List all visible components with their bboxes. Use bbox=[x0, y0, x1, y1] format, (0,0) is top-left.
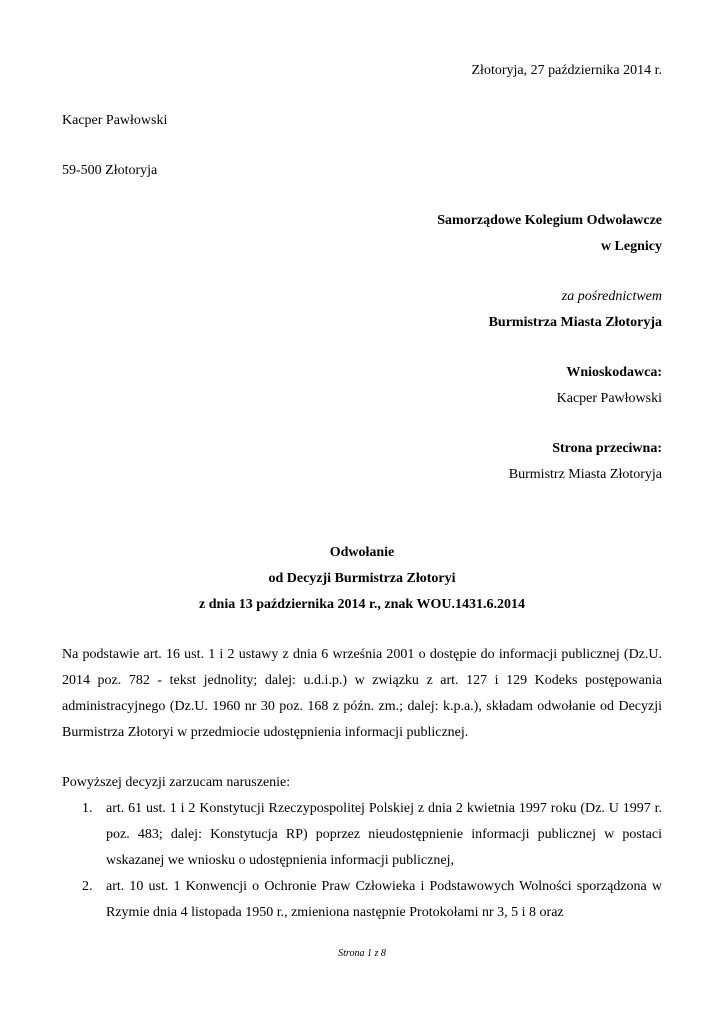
document-page bbox=[62, 58, 662, 926]
charges-lead: Powyższej decyzji zarzucam naruszenie: bbox=[62, 775, 291, 790]
opponent-block bbox=[62, 436, 662, 488]
list-item-text: art. 10 ust. 1 Konwencji o Ochronie Praw Człowieka i Podstawowych Wolności sporządzona w Rzymie dnia 4 listopada 1950 r., zmieniona następnie Protokołami nr 3, 5 i 8 oraz bbox=[106, 879, 662, 920]
title-line-2: od Decyzji Burmistrza Złotoryi bbox=[268, 571, 456, 586]
list-item-number: 2. bbox=[82, 879, 93, 894]
title-line-1: Odwołanie bbox=[329, 545, 395, 560]
document-title bbox=[62, 540, 662, 618]
via-label: za pośrednictwem bbox=[561, 289, 662, 304]
sender-name: Kacper Pawłowski bbox=[62, 113, 168, 128]
list-item-number: 1. bbox=[82, 801, 93, 816]
intro-paragraph: Na podstawie art. 16 ust. 1 i 2 ustawy z dnia 6 września 2001 o dostępie do informacji publicznej (Dz.U. 2014 poz. 782 - tekst jednolity; dalej: u.d.i.p.) w związku z art. 127 i 129 Kodeks postępowania administracyjnego (Dz.U. 1960 nr 30 poz. 168 z późn. zm.; dalej: k.p.a.), składam odwołanie od Decyzji Burmistrza Złotoryi w przedmiocie udostępnienia informacji publicznej. bbox=[62, 647, 662, 740]
via-block bbox=[62, 284, 662, 336]
via-authority: Burmistrza Miasta Złotoryja bbox=[488, 315, 662, 330]
list-item-text: art. 61 ust. 1 i 2 Konstytucji Rzeczypospolitej Polskiej z dnia 2 kwietnia 1997 roku (Dz. U 1997 r. poz. 483; dalej: Konstytucja RP) poprzez nieudostępnienie informacji publicznej w postaci wskazanej we wniosku o udostępnienia informacji publicznej, bbox=[106, 801, 662, 868]
charges-list bbox=[62, 796, 662, 926]
applicant-block bbox=[62, 360, 662, 412]
sender-city: 59-500 Złotoryja bbox=[62, 163, 158, 178]
title-line-3: z dnia 13 października 2014 r., znak WOU.1431.6.2014 bbox=[199, 597, 525, 612]
applicant-name: Kacper Pawłowski bbox=[556, 391, 662, 406]
place-date: Złotoryja, 27 października 2014 r. bbox=[471, 63, 662, 78]
recipient-line-2: w Legnicy bbox=[600, 239, 662, 254]
page-number: Strona 1 z 8 bbox=[338, 948, 386, 959]
list-item bbox=[62, 874, 662, 926]
recipient-block bbox=[62, 208, 662, 260]
applicant-label: Wnioskodawca: bbox=[566, 365, 662, 380]
opponent-label: Strona przeciwna: bbox=[552, 441, 662, 456]
list-item bbox=[62, 796, 662, 874]
recipient-line-1: Samorządowe Kolegium Odwoławcze bbox=[437, 213, 662, 228]
opponent-name: Burmistrz Miasta Złotoryja bbox=[508, 467, 662, 482]
